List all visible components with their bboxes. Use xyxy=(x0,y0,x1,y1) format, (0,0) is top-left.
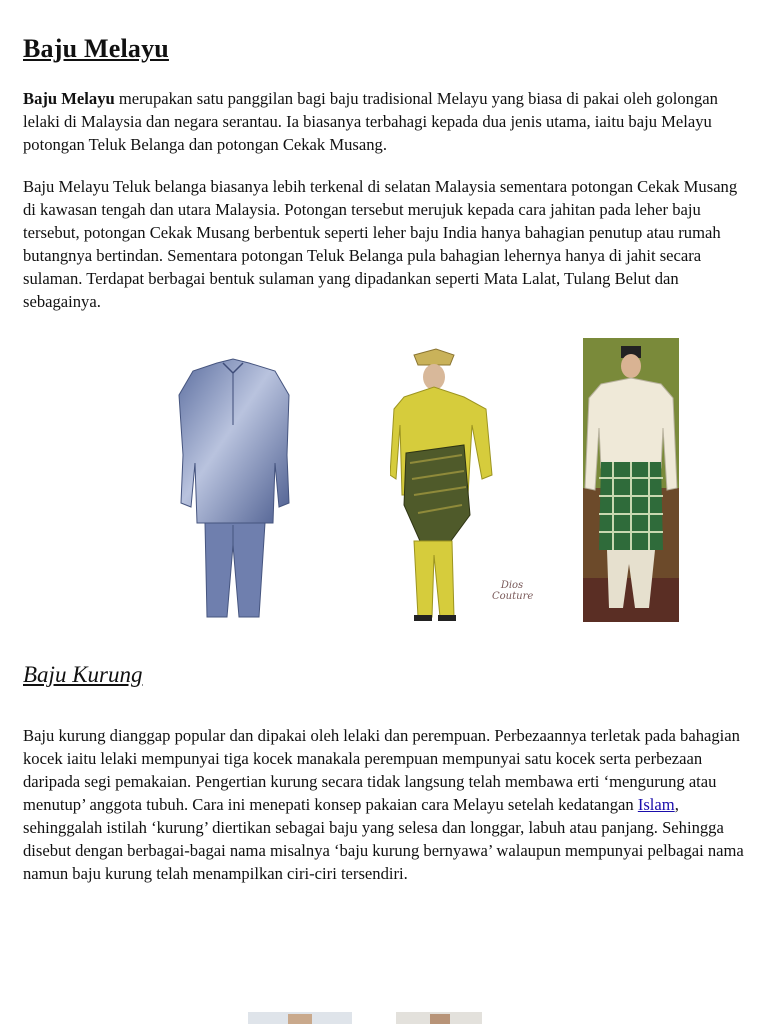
heading-baju-kurung: Baju Kurung xyxy=(23,662,143,687)
heading-baju-melayu: Baju Melayu xyxy=(23,34,169,63)
bold-lead: Baju Melayu xyxy=(23,89,115,108)
islam-link[interactable]: Islam xyxy=(637,795,675,814)
intro-text: merupakan satu panggilan bagi baju tradisional Melayu yang biasa di pakai oleh golongan lelaki di Malaysia dan negara serantau. Ia biasanya terbahagi kepada dua jenis utama, iaitu baju Melayu potongan Teluk Belanga dan potongan Cekak Musang. xyxy=(23,89,718,154)
kurung-text-1: Baju kurung dianggap popular dan dipakai oleh lelaki dan perempuan. Perbezaannya terletak pada bahagian kocek iaitu lelaki mempunyai tiga kocek manakala perempuan mempunyai satu kocek serta perbezaan daripada segi pemakaian. Pengertian kurung secara tidak langsung telah membawa erti ‘mengurung atau menutup’ anggota tubuh. Cara ini menepati konsep pakaian cara Melayu setelah kedatangan xyxy=(23,726,740,814)
kurung-image-left xyxy=(248,1012,352,1024)
paragraph-kurung xyxy=(23,724,747,885)
paragraph-teluk-belanga: Baju Melayu Teluk belanga biasanya lebih terkenal di selatan Malaysia sementara potongan Cekak Musang di kawasan tengah dan utara Malaysia. Potongan tersebut merujuk kepada cara jahitan pada leher baju tersebut, potongan Cekak Musang berbentuk seperti leher baju India hanya bahagian penutup atau rumah butangnya bertindan. Sementara potongan Teluk Belanga pula bahagian lehernya hanya di jahit secara sulaman. Terdapat berbagai bentuk sulaman yang dipadankan seperti Mata Lalat, Tulang Belut dan sebagainya. xyxy=(23,177,738,311)
paragraph-intro xyxy=(23,87,747,156)
kurung-text-2: , sehinggalah istilah ‘kurung’ diertikan sebagai baju yang selesa dan longgar, labuh atau panjang. Sehingga disebut dengan berbagai-bagai nama misalnya ‘baju kurung bernyawa’ walaupun mempunyai pelbagai nama namun baju kurung telah menampilkan ciri-ciri tersendiri. xyxy=(23,795,744,883)
image-credit: Dios Couture xyxy=(492,580,534,602)
cream-baju-melayu-image xyxy=(583,338,679,622)
blue-baju-melayu-image xyxy=(147,355,319,625)
kurung-image-right xyxy=(396,1012,482,1024)
